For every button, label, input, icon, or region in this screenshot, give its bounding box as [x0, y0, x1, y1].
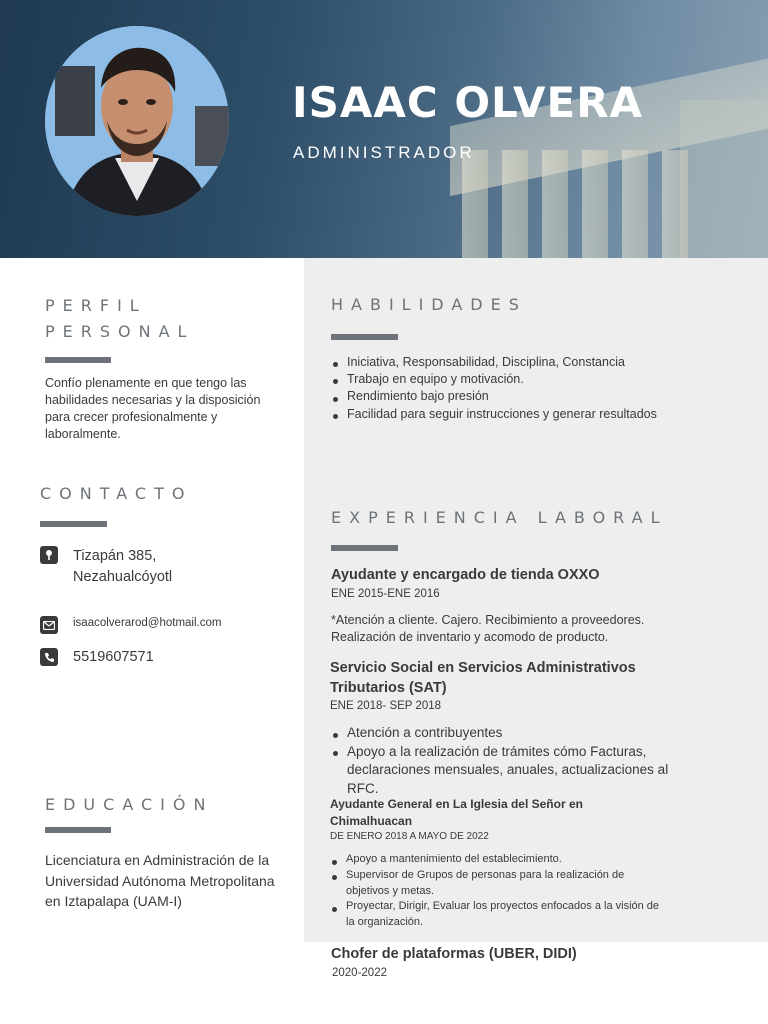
- job-date-oxxo: ENE 2015-ENE 2016: [331, 588, 440, 600]
- job-title-iglesia: Ayudante General en La Iglesia del Señor en Chimalhuacan: [330, 797, 583, 828]
- skills-list: [331, 354, 751, 423]
- contact-email[interactable]: [40, 616, 221, 634]
- job-title-sat: Servicio Social en Servicios Administrativos Tributarios (SAT): [330, 660, 636, 696]
- contact-phone[interactable]: [40, 648, 154, 666]
- list-item: Supervisor de Grupos de personas para la realización de objetivos y metas.: [330, 868, 670, 900]
- job-description-oxxo: *Atención a cliente. Cajero. Recibimiento a proveedores. Realización de inventario y acomodo de producto.: [331, 613, 645, 644]
- job-date-chofer: 2020-2022: [332, 967, 387, 979]
- experience-divider: [331, 545, 398, 551]
- job-list-iglesia: [330, 852, 670, 931]
- address-line2: Nezahualcóyotl: [73, 569, 173, 585]
- education-title: EDUCACIÓN: [45, 795, 214, 814]
- location-pin-icon: [40, 546, 58, 564]
- contact-divider: [40, 521, 107, 527]
- list-item: Iniciativa, Responsabilidad, Disciplina, Constancia: [331, 354, 751, 371]
- skills-title: HABILIDADES: [331, 295, 527, 314]
- contact-address: [40, 546, 172, 588]
- list-item: Rendimiento bajo presión: [331, 388, 751, 405]
- job-title-oxxo: Ayudante y encargado de tienda OXXO: [331, 567, 600, 583]
- education-divider: [45, 827, 111, 833]
- job-list-sat: [331, 724, 701, 798]
- list-item: Apoyo a la realización de trámites cómo Facturas, declaraciones mensuales, anuales, actualizaciones al RFC.: [331, 743, 701, 799]
- experience-title: EXPERIENCIA LABORAL: [331, 508, 668, 527]
- list-item: Trabajo en equipo y motivación.: [331, 371, 751, 388]
- address-line1: Tizapán 385,: [73, 548, 157, 564]
- candidate-name: ISAAC OLVERA: [292, 78, 644, 127]
- job-date-iglesia: DE ENERO 2018 A MAYO DE 2022: [330, 831, 489, 842]
- email-text[interactable]: isaacolverarod@hotmail.com: [73, 617, 222, 629]
- job-title-chofer: Chofer de plataformas (UBER, DIDI): [331, 946, 577, 962]
- list-item: Atención a contribuyentes: [331, 724, 701, 743]
- phone-text[interactable]: 5519607571: [73, 649, 154, 665]
- phone-icon: [40, 648, 58, 666]
- envelope-icon: [40, 616, 58, 634]
- profile-photo: [45, 26, 229, 216]
- skills-divider: [331, 334, 398, 340]
- education-text: Licenciatura en Administración de la Universidad Autónoma Metropolitana en Iztapalapa (UAM-I): [45, 852, 275, 909]
- header-background-image: [450, 0, 768, 258]
- contact-title: CONTACTO: [40, 484, 193, 503]
- header-banner: [0, 0, 768, 258]
- profile-text: Confío plenamente en que tengo las habilidades necesarias y la disposición para crecer profesionalmente y laboralmente.: [45, 376, 261, 441]
- profile-title: PERFIL PERSONAL: [45, 296, 195, 341]
- list-item: Proyectar, Dirigir, Evaluar los proyectos enfocados a la visión de la organización.: [330, 899, 670, 931]
- list-item: Apoyo a mantenimiento del establecimiento.: [330, 852, 670, 868]
- job-date-sat: ENE 2018- SEP 2018: [330, 700, 442, 712]
- list-item: Facilidad para seguir instrucciones y generar resultados: [331, 406, 751, 423]
- candidate-role: ADMINISTRADOR: [293, 143, 475, 162]
- profile-divider: [45, 357, 111, 363]
